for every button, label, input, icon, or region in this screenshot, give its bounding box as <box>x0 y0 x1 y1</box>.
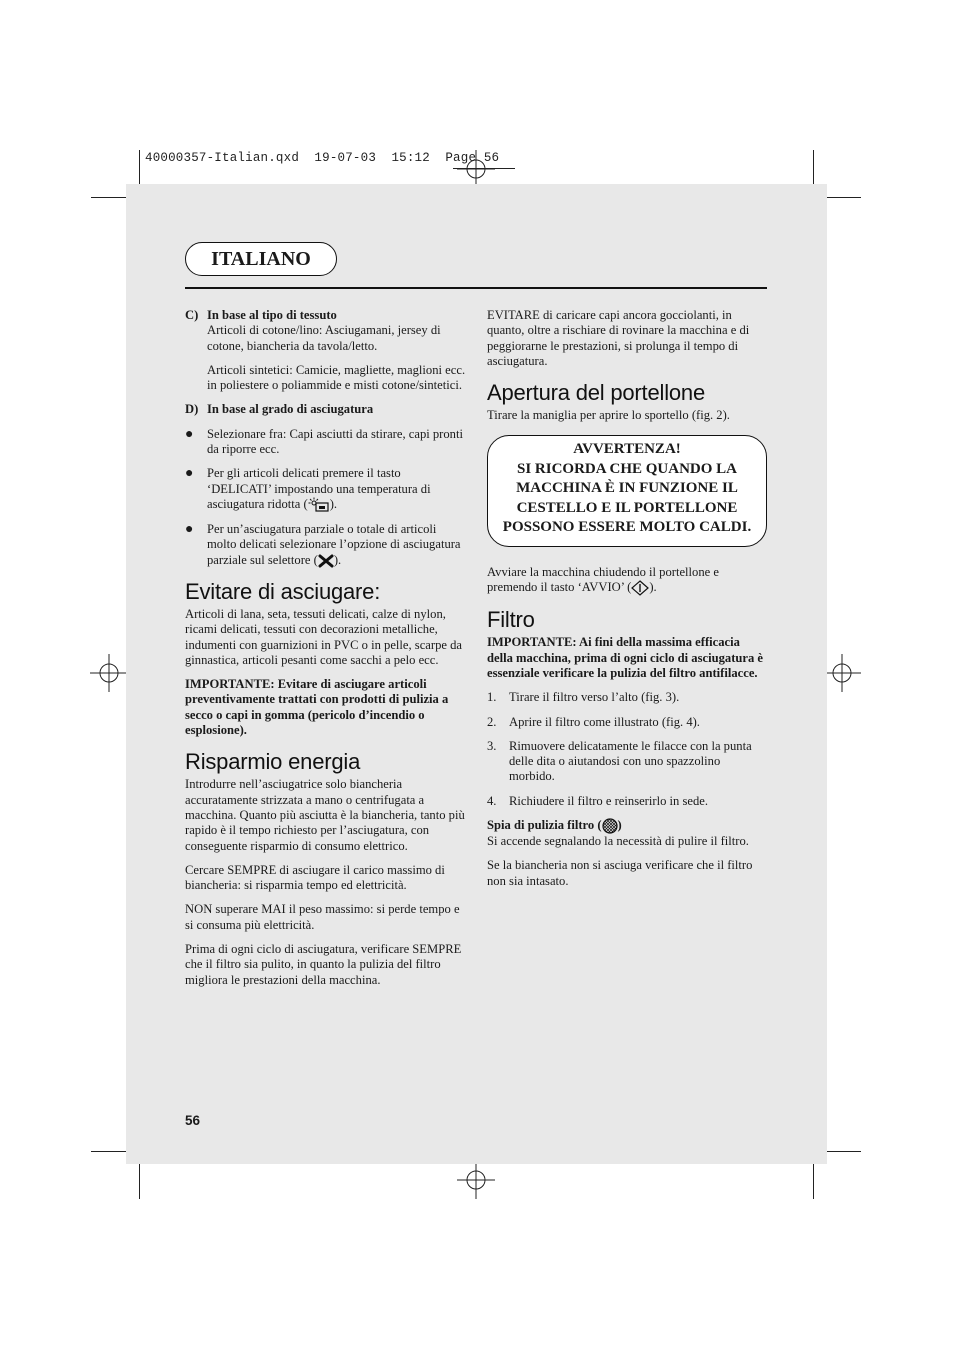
step-text: Tirare il filtro verso l’alto (fig. 3). <box>509 690 680 705</box>
start-icon <box>631 580 649 596</box>
warning-title: AVVERTENZA! <box>573 441 681 458</box>
text-part: ). <box>333 552 342 567</box>
step-number: 2. <box>487 714 497 729</box>
list-item <box>487 690 767 705</box>
low-temperature-icon <box>308 497 330 513</box>
paragraph: Se la biancheria non si asciuga verificare che il filtro non sia intasato. <box>487 858 753 888</box>
section-c-heading <box>185 308 467 323</box>
bullet-icon: ● <box>185 466 194 482</box>
registration-mark-icon <box>823 654 861 692</box>
paragraph: Si accende segnalando la necessità di pulire il filtro. <box>487 834 749 849</box>
text-part: Per un’asciugatura parziale o totale di articoli molto delicati selezionare l’opzione di asciugatura parziale sul selettore ( <box>207 522 461 567</box>
paragraph: Articoli sintetici: Camicie, magliette, maglioni ecc. in poliestere o poliammide e misti cotone/sintetici. <box>207 362 466 393</box>
paragraph: Articoli di cotone/lino: Asciugamani, jersey di cotone, biancheria da tavola/letto. <box>207 323 441 353</box>
bullet-icon: ● <box>185 522 194 538</box>
crop-mark <box>91 1151 130 1152</box>
text-part: Per gli articoli delicati premere il tasto ‘DELICATI’ impostando una temperatura di asciugatura ridotta ( <box>207 466 431 511</box>
heading-apertura: Apertura del portellone <box>487 380 705 406</box>
registration-mark-icon <box>90 654 128 692</box>
filter-light-heading <box>487 818 767 834</box>
list-item-text: Selezionare fra: Capi asciutti da stirare, capi pronti da riporre ecc. <box>207 426 463 457</box>
paragraph: Introdurre nell’asciugatrice solo biancheria accuratamente strizzata a mano o centrifugata a macchina. Quanto più asciutta è la biancheria, tanto più rapido è il tempo richiesto per l’asciugatura, con conseguente risparmio di consumo elettrico. <box>185 777 465 853</box>
step-text: Rimuovere delicatamente le filacce con la punta delle dita o aiutandosi con uno spazzolino morbido. <box>509 738 752 784</box>
paragraph: EVITARE di caricare capi ancora gocciolanti, in quanto, oltre a rischiare di rovinare la macchina e di peggiorarne le prestazioni, si prolunga il tempo di asciugatura. <box>487 308 750 368</box>
list-item <box>185 466 467 513</box>
step-number: 4. <box>487 793 497 808</box>
crop-mark <box>813 1161 814 1199</box>
text-part: Avviare la macchina chiudendo il portellone e premendo il tasto ‘AVVIO’ ( <box>487 564 719 595</box>
list-item <box>185 427 467 458</box>
partial-dry-icon <box>318 554 334 568</box>
section-key: C) <box>185 308 199 322</box>
warning-box <box>487 435 767 547</box>
list-item-text <box>207 522 467 568</box>
registration-mark-icon <box>457 1161 495 1199</box>
page-number: 56 <box>185 1113 201 1128</box>
print-slug: 40000357-Italian.qxd 19-07-03 15:12 Page 56 <box>145 151 500 165</box>
list-item <box>487 739 767 785</box>
heading-risparmio: Risparmio energia <box>185 749 361 775</box>
crop-mark <box>813 150 814 187</box>
paragraph: Articoli di lana, seta, tessuti delicati, calze di nylon, ricami delicati, tessuti con decorazioni metalliche, indumenti con guarnizioni in PVC o in pelle, scarpe da ginnastica, articoli pesanti come sacchi a pelo ecc. <box>185 606 463 667</box>
crop-mark <box>139 1161 140 1199</box>
warning-body: SI RICORDA CHE QUANDO LA MACCHINA È IN FUNZIONE IL CESTELLO E IL PORTELLONE POSSONO ESSERE MOLTO CALDI. <box>502 460 752 536</box>
crop-mark <box>139 150 140 187</box>
paragraph: NON superare MAI il peso massimo: si perde tempo e si consuma più elettricità. <box>185 902 460 932</box>
section-d-heading <box>185 402 467 417</box>
paragraph: Tirare la maniglia per aprire lo sportello (fig. 2). <box>487 408 730 423</box>
step-number: 1. <box>487 690 497 705</box>
section-title: In base al grado di asciugatura <box>207 402 374 417</box>
important-note: IMPORTANTE: Evitare di asciugare articoli preventivamente trattati con prodotti di pulizia a secco o capi in gomma (pericolo d’incendio o esplosione). <box>185 677 449 738</box>
step-number: 3. <box>487 738 497 753</box>
list-item <box>487 794 767 809</box>
bullet-icon: ● <box>185 426 194 442</box>
paragraph: Cercare SEMPRE di asciugare il carico massimo di biancheria: si risparmia tempo ed elettricità. <box>185 862 445 893</box>
section-key: D) <box>185 402 199 417</box>
step-text: Aprire il filtro come illustrato (fig. 4). <box>509 714 700 729</box>
language-tab: ITALIANO <box>185 242 337 276</box>
text-part: ) <box>617 818 622 833</box>
list-item <box>185 522 467 568</box>
section-title: In base al tipo di tessuto <box>207 308 337 322</box>
list-item-text <box>207 466 467 513</box>
important-note: IMPORTANTE: Ai fini della massima efficacia della macchina, prima di ogni ciclo di asciugatura è essenziale verificare la pulizia del filtro antifilacce. <box>487 635 764 680</box>
filter-warning-icon <box>602 818 618 834</box>
right-column <box>487 308 767 898</box>
step-text: Richiudere il filtro e reinserirlo in sede. <box>509 793 708 808</box>
crop-mark <box>823 1151 861 1152</box>
crop-mark <box>91 197 130 198</box>
paragraph: Prima di ogni ciclo di asciugatura, verificare SEMPRE che il filtro sia pulito, in quanto la pulizia del filtro migliora le prestazioni della macchina. <box>185 942 462 987</box>
left-column <box>185 308 467 997</box>
heading-filtro: Filtro <box>487 607 535 633</box>
header-rule <box>185 287 767 289</box>
crop-mark <box>823 197 861 198</box>
paragraph <box>487 565 767 596</box>
text-part: Spia di pulizia filtro ( <box>487 818 602 833</box>
list-item <box>487 715 767 730</box>
registration-mark-icon <box>457 150 495 188</box>
heading-evitare: Evitare di asciugare: <box>185 578 381 604</box>
text-part: ). <box>649 580 657 595</box>
text-part: ). <box>329 496 338 511</box>
